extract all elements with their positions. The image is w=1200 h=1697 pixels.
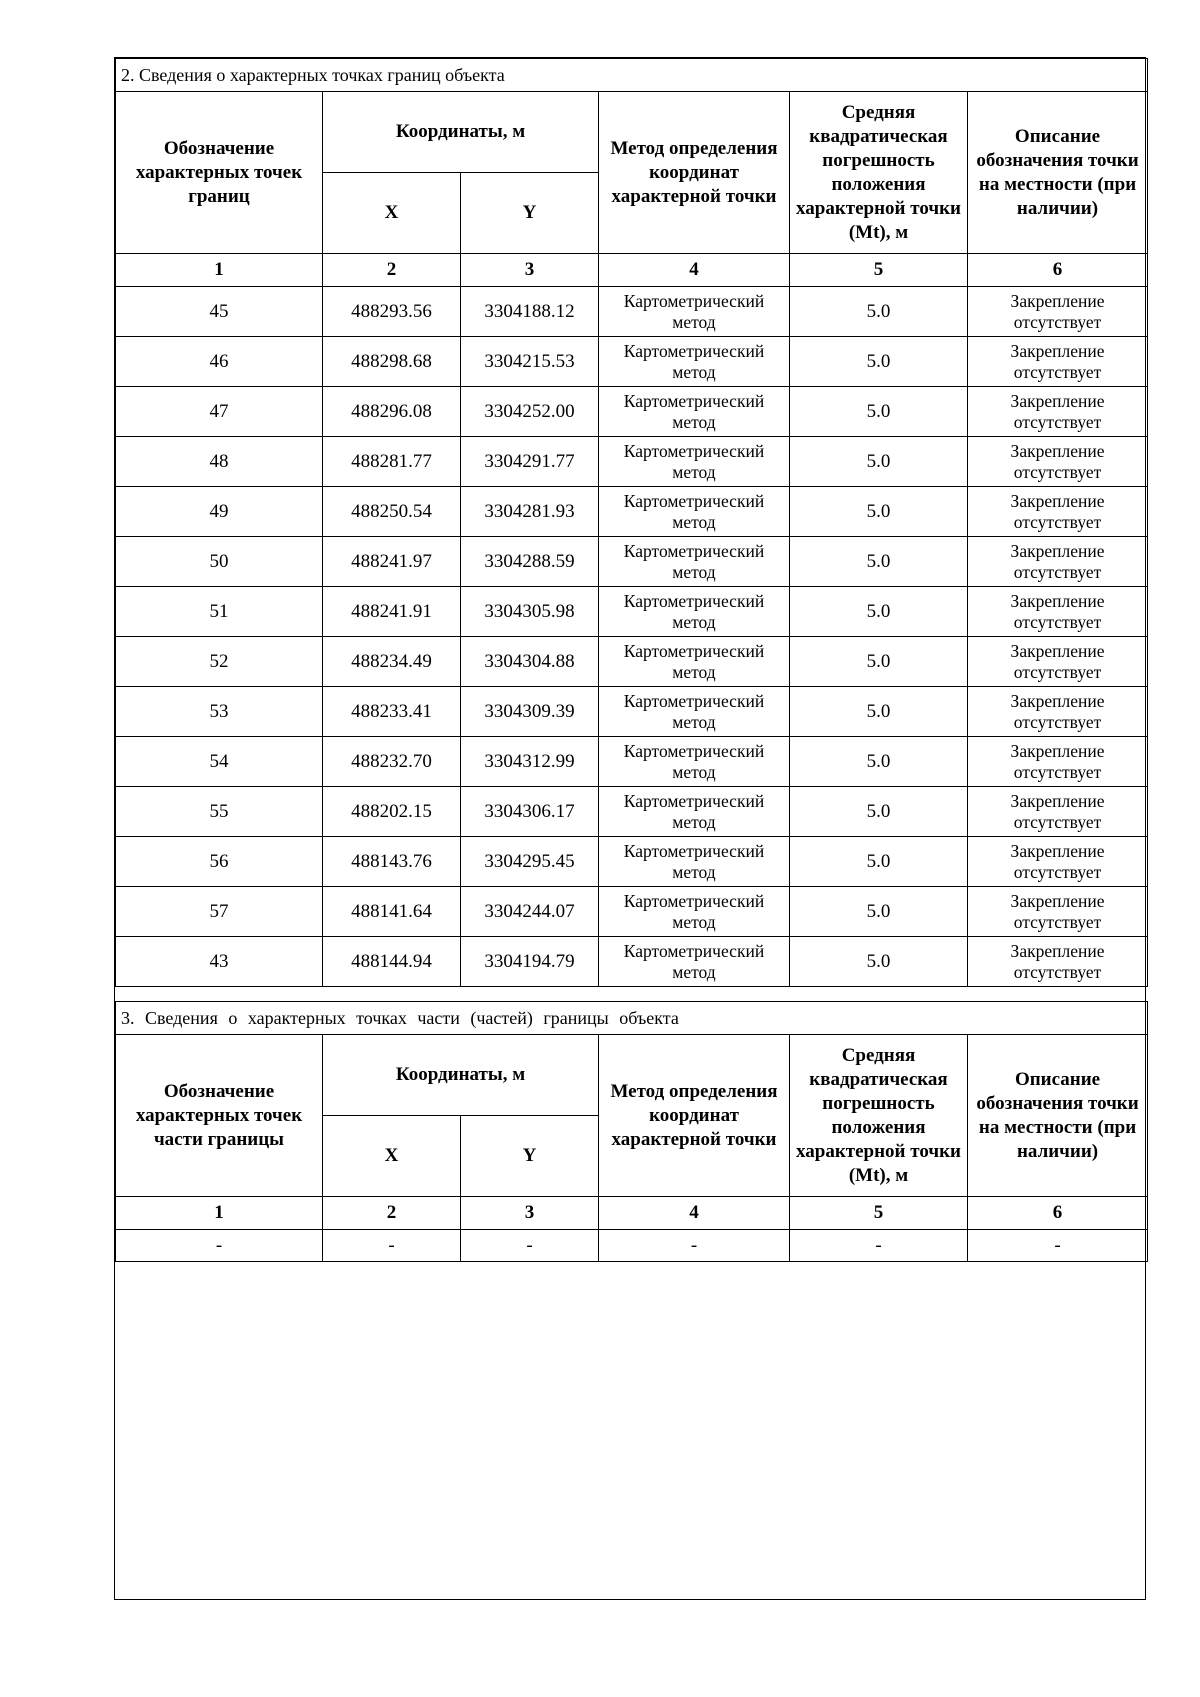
method-cell: - <box>599 1230 790 1262</box>
header-error: Средняя квадратическая погрешность положения характерной точки (Mt), м <box>790 92 968 254</box>
coord-y: 3304305.98 <box>461 587 599 637</box>
coord-y: 3304194.79 <box>461 937 599 987</box>
description-cell: Закрепление отсутствует <box>968 287 1148 337</box>
method-cell: Картометрический метод <box>599 687 790 737</box>
point-number: 52 <box>116 637 323 687</box>
coord-x: 488241.97 <box>323 537 461 587</box>
table-row <box>116 287 1148 337</box>
method-cell: Картометрический метод <box>599 887 790 937</box>
coord-x: 488202.15 <box>323 787 461 837</box>
method-cell: Картометрический метод <box>599 537 790 587</box>
table-row <box>116 487 1148 537</box>
description-cell: Закрепление отсутствует <box>968 837 1148 887</box>
header-point: Обозначение характерных точек части границы <box>116 1035 323 1197</box>
column-number: 2 <box>323 1197 461 1230</box>
error-cell: 5.0 <box>790 687 968 737</box>
point-number: 50 <box>116 537 323 587</box>
error-cell: 5.0 <box>790 937 968 987</box>
table-row <box>116 337 1148 387</box>
coord-y: - <box>461 1230 599 1262</box>
point-number: 47 <box>116 387 323 437</box>
method-cell: Картометрический метод <box>599 937 790 987</box>
point-number: 55 <box>116 787 323 837</box>
boundary-points-table <box>115 58 1148 987</box>
error-cell: 5.0 <box>790 887 968 937</box>
table-row <box>116 537 1148 587</box>
error-cell: 5.0 <box>790 337 968 387</box>
coord-x: 488298.68 <box>323 337 461 387</box>
coord-y: 3304309.39 <box>461 687 599 737</box>
error-cell: 5.0 <box>790 387 968 437</box>
point-number: 43 <box>116 937 323 987</box>
table-row <box>116 837 1148 887</box>
method-cell: Картометрический метод <box>599 437 790 487</box>
header-description: Описание обозначения точки на местности (при наличии) <box>968 92 1148 254</box>
table-row <box>116 587 1148 637</box>
section-2-title: 2. Сведения о характерных точках границ объекта <box>116 59 1148 92</box>
column-number: 3 <box>461 254 599 287</box>
description-cell: Закрепление отсутствует <box>968 887 1148 937</box>
point-number: 49 <box>116 487 323 537</box>
coord-y: 3304312.99 <box>461 737 599 787</box>
column-number: 6 <box>968 254 1148 287</box>
point-number: 51 <box>116 587 323 637</box>
description-cell: Закрепление отсутствует <box>968 737 1148 787</box>
description-cell: - <box>968 1230 1148 1262</box>
description-cell: Закрепление отсутствует <box>968 587 1148 637</box>
column-number: 5 <box>790 1197 968 1230</box>
coord-y: 3304306.17 <box>461 787 599 837</box>
coord-y: 3304291.77 <box>461 437 599 487</box>
coord-x: 488241.91 <box>323 587 461 637</box>
description-cell: Закрепление отсутствует <box>968 537 1148 587</box>
coord-x: 488232.70 <box>323 737 461 787</box>
header-y: Y <box>461 173 599 254</box>
table-row <box>116 687 1148 737</box>
coord-y: 3304304.88 <box>461 637 599 687</box>
coord-y: 3304295.45 <box>461 837 599 887</box>
table-row <box>116 937 1148 987</box>
table-row <box>116 387 1148 437</box>
section-3-title: 3. Сведения о характерных точках части (частей) границы объекта <box>116 1002 1148 1035</box>
method-cell: Картометрический метод <box>599 587 790 637</box>
description-cell: Закрепление отсутствует <box>968 487 1148 537</box>
column-number: 5 <box>790 254 968 287</box>
error-cell: 5.0 <box>790 287 968 337</box>
coord-x: 488233.41 <box>323 687 461 737</box>
coord-x: 488234.49 <box>323 637 461 687</box>
error-cell: 5.0 <box>790 537 968 587</box>
coord-x: - <box>323 1230 461 1262</box>
error-cell: 5.0 <box>790 787 968 837</box>
error-cell: 5.0 <box>790 737 968 787</box>
point-number: 53 <box>116 687 323 737</box>
header-x: X <box>323 173 461 254</box>
description-cell: Закрепление отсутствует <box>968 937 1148 987</box>
column-number: 6 <box>968 1197 1148 1230</box>
method-cell: Картометрический метод <box>599 387 790 437</box>
point-number: 45 <box>116 287 323 337</box>
description-cell: Закрепление отсутствует <box>968 337 1148 387</box>
header-coords: Координаты, м <box>323 92 599 173</box>
header-point: Обозначение характерных точек границ <box>116 92 323 254</box>
method-cell: Картометрический метод <box>599 787 790 837</box>
table-row <box>116 737 1148 787</box>
method-cell: Картометрический метод <box>599 837 790 887</box>
coord-x: 488143.76 <box>323 837 461 887</box>
header-error: Средняя квадратическая погрешность положения характерной точки (Mt), м <box>790 1035 968 1197</box>
error-cell: 5.0 <box>790 587 968 637</box>
point-number: 57 <box>116 887 323 937</box>
coord-x: 488281.77 <box>323 437 461 487</box>
error-cell: 5.0 <box>790 437 968 487</box>
point-number: 48 <box>116 437 323 487</box>
coord-x: 488144.94 <box>323 937 461 987</box>
error-cell: 5.0 <box>790 637 968 687</box>
description-cell: Закрепление отсутствует <box>968 437 1148 487</box>
coord-x: 488141.64 <box>323 887 461 937</box>
method-cell: Картометрический метод <box>599 287 790 337</box>
header-y: Y <box>461 1116 599 1197</box>
point-number: 56 <box>116 837 323 887</box>
method-cell: Картометрический метод <box>599 637 790 687</box>
header-method: Метод определения координат характерной точки <box>599 1035 790 1197</box>
description-cell: Закрепление отсутствует <box>968 787 1148 837</box>
coord-y: 3304252.00 <box>461 387 599 437</box>
column-number: 4 <box>599 1197 790 1230</box>
column-number: 3 <box>461 1197 599 1230</box>
error-cell: 5.0 <box>790 837 968 887</box>
description-cell: Закрепление отсутствует <box>968 387 1148 437</box>
coord-x: 488296.08 <box>323 387 461 437</box>
header-coords: Координаты, м <box>323 1035 599 1116</box>
table-row <box>116 1230 1148 1262</box>
table-row <box>116 787 1148 837</box>
point-number: 54 <box>116 737 323 787</box>
header-method: Метод определения координат характерной точки <box>599 92 790 254</box>
column-number: 1 <box>116 254 323 287</box>
description-cell: Закрепление отсутствует <box>968 637 1148 687</box>
error-cell: 5.0 <box>790 487 968 537</box>
column-number: 1 <box>116 1197 323 1230</box>
coord-y: 3304188.12 <box>461 287 599 337</box>
coord-x: 488293.56 <box>323 287 461 337</box>
method-cell: Картометрический метод <box>599 737 790 787</box>
coord-y: 3304288.59 <box>461 537 599 587</box>
column-number: 4 <box>599 254 790 287</box>
coord-y: 3304244.07 <box>461 887 599 937</box>
part-boundary-points-table <box>115 1001 1148 1262</box>
header-description: Описание обозначения точки на местности (при наличии) <box>968 1035 1148 1197</box>
document-frame <box>114 57 1146 1600</box>
table-row <box>116 437 1148 487</box>
column-number: 2 <box>323 254 461 287</box>
table-row <box>116 637 1148 687</box>
table-row <box>116 887 1148 937</box>
description-cell: Закрепление отсутствует <box>968 687 1148 737</box>
error-cell: - <box>790 1230 968 1262</box>
method-cell: Картометрический метод <box>599 487 790 537</box>
coord-y: 3304215.53 <box>461 337 599 387</box>
method-cell: Картометрический метод <box>599 337 790 387</box>
coord-x: 488250.54 <box>323 487 461 537</box>
point-number: 46 <box>116 337 323 387</box>
coord-y: 3304281.93 <box>461 487 599 537</box>
header-x: X <box>323 1116 461 1197</box>
point-number: - <box>116 1230 323 1262</box>
